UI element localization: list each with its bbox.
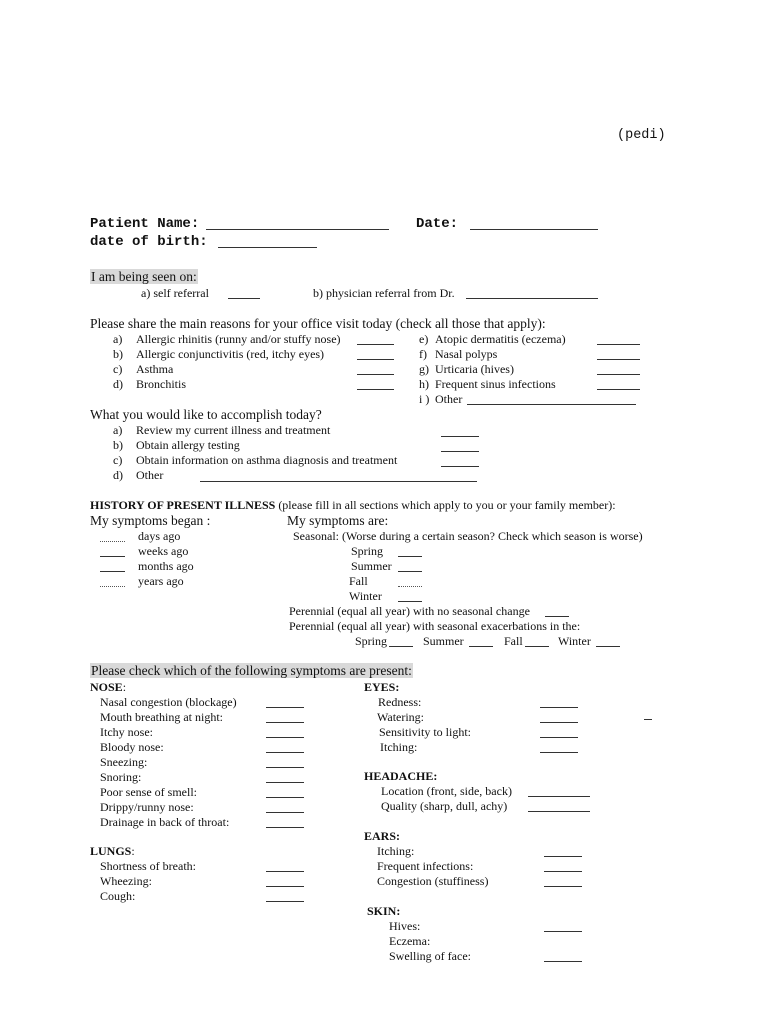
reason-checkbox-blank[interactable] (357, 374, 394, 375)
date-field[interactable] (470, 229, 598, 230)
season-checkbox-blank[interactable] (398, 556, 422, 557)
accomplish-letter: c) (113, 453, 123, 467)
eyes-symptom-label: Sensitivity to light: (379, 725, 472, 739)
symptoms-began-blank[interactable] (100, 571, 125, 572)
stray-mark (644, 719, 652, 720)
ears-symptom-blank[interactable] (544, 886, 582, 887)
eyes-symptom-label: Redness: (378, 695, 422, 709)
accomplish-item-label: Review my current illness and treatment (136, 423, 331, 437)
nose-symptom-label: Poor sense of smell: (100, 785, 197, 799)
symptoms-began-blank[interactable] (100, 541, 125, 542)
season-option-label: Fall (349, 574, 368, 588)
skin-symptom-blank[interactable] (544, 961, 582, 962)
nose-symptom-blank[interactable] (266, 737, 304, 738)
symptoms-began-option: months ago (138, 559, 194, 573)
accomplish-letter: a) (113, 423, 123, 437)
lungs-symptom-label: Cough: (100, 889, 136, 903)
reason-other-blank[interactable] (467, 404, 636, 405)
dob-label: date of birth: (90, 234, 208, 250)
reason-letter: e) (419, 332, 429, 346)
reason-item-label: Bronchitis (136, 377, 186, 391)
symptoms-began-option: weeks ago (138, 544, 189, 558)
seen-on-heading: I am being seen on: (91, 269, 197, 284)
season-option-label: Summer (351, 559, 392, 573)
exacerbation-season-label: Spring (355, 634, 388, 648)
accomplish-other-blank[interactable] (200, 481, 477, 482)
season-checkbox-blank[interactable] (398, 586, 422, 587)
accomplish-heading: What you would like to accomplish today? (90, 407, 322, 422)
ears-symptom-label: Congestion (stuffiness) (377, 874, 489, 888)
skin-symptom-blank[interactable] (544, 931, 582, 932)
reason-item-label: Asthma (136, 362, 174, 376)
reasons-heading: Please share the main reasons for your office visit today (check all those that apply): (90, 316, 546, 331)
reason-letter: b) (113, 347, 123, 361)
accomplish-checkbox-blank[interactable] (441, 466, 479, 467)
reason-letter: f) (419, 347, 427, 361)
symptoms-began-label: My symptoms began : (90, 513, 211, 528)
symptoms-began-blank[interactable] (100, 586, 125, 587)
reason-item-label: Atopic dermatitis (eczema) (435, 332, 566, 346)
reason-letter: g) (419, 362, 429, 376)
symptoms-heading: Please check which of the following symptoms are present: (91, 663, 412, 678)
season-option-label: Spring (351, 544, 384, 558)
symptoms-began-blank[interactable] (100, 556, 125, 557)
reason-checkbox-blank[interactable] (357, 389, 394, 390)
reason-letter: i ) (419, 392, 430, 406)
exacerbation-season-blank[interactable] (525, 646, 549, 647)
patient-name-label: Patient Name: (90, 216, 200, 232)
eyes-symptom-blank[interactable] (540, 752, 578, 753)
nose-symptom-blank[interactable] (266, 782, 304, 783)
self-referral-label: a) self referral (141, 286, 209, 300)
ears-symptom-blank[interactable] (544, 871, 582, 872)
form-variant-label: (pedi) (617, 128, 666, 143)
exacerbation-season-blank[interactable] (596, 646, 620, 647)
nose-symptom-blank[interactable] (266, 767, 304, 768)
eyes-symptom-label: Watering: (377, 710, 425, 724)
reason-checkbox-blank[interactable] (597, 344, 640, 345)
perennial-no-change: Perennial (equal all year) with no seasonal change (289, 604, 530, 618)
reason-checkbox-blank[interactable] (357, 344, 394, 345)
lungs-symptom-label: Wheezing: (100, 874, 152, 888)
exacerbation-season-label: Summer (423, 634, 464, 648)
reason-checkbox-blank[interactable] (357, 359, 394, 360)
skin-section-label: SKIN: (367, 904, 401, 918)
reason-item-label: Other (435, 392, 463, 406)
reason-item-label: Nasal polyps (435, 347, 498, 361)
skin-symptom-label: Swelling of face: (389, 949, 471, 963)
dob-field[interactable] (218, 247, 317, 248)
season-checkbox-blank[interactable] (398, 601, 422, 602)
eyes-section-label: EYES: (364, 680, 400, 694)
nose-symptom-label: Snoring: (100, 770, 142, 784)
nose-symptom-blank[interactable] (266, 827, 304, 828)
reason-letter: d) (113, 377, 123, 391)
ears-section-label: EARS: (364, 829, 401, 843)
lungs-symptom-label: Shortness of breath: (100, 859, 196, 873)
reason-item-label: Allergic conjunctivitis (red, itchy eyes) (136, 347, 325, 361)
reason-item-label: Urticaria (hives) (435, 362, 514, 376)
date-label: Date: (416, 216, 459, 232)
ears-symptom-blank[interactable] (544, 856, 582, 857)
nose-symptom-label: Drainage in back of throat: (100, 815, 230, 829)
accomplish-letter: d) (113, 468, 123, 482)
nose-symptom-blank[interactable] (266, 707, 304, 708)
symptoms-began-option: years ago (138, 574, 184, 588)
nose-symptom-blank[interactable] (266, 797, 304, 798)
exacerbation-season-blank[interactable] (469, 646, 493, 647)
eyes-symptom-label: Itching: (380, 740, 418, 754)
perennial-no-change-blank[interactable] (545, 616, 569, 617)
reason-letter: a) (113, 332, 123, 346)
nose-symptom-label: Nasal congestion (blockage) (100, 695, 237, 709)
accomplish-item-label: Other (136, 468, 164, 482)
headache-symptom-label: Location (front, side, back) (381, 784, 512, 798)
nose-symptom-blank[interactable] (266, 752, 304, 753)
lungs-section-label: LUNGS: (90, 844, 135, 858)
self-referral-blank[interactable] (228, 298, 260, 299)
reason-letter: c) (113, 362, 123, 376)
physician-referral-label: b) physician referral from Dr. (313, 286, 455, 300)
accomplish-item-label: Obtain allergy testing (136, 438, 240, 452)
nose-symptom-blank[interactable] (266, 722, 304, 723)
accomplish-checkbox-blank[interactable] (441, 451, 479, 452)
patient-name-field[interactable] (206, 229, 389, 230)
eyes-symptom-blank[interactable] (540, 722, 578, 723)
headache-symptom-blank[interactable] (528, 796, 590, 797)
perennial-exacerbation: Perennial (equal all year) with seasonal exacerbations in the: (289, 619, 581, 633)
accomplish-item-label: Obtain information on asthma diagnosis and treatment (136, 453, 398, 467)
history-heading: HISTORY OF PRESENT ILLNESS (please fill in all sections which apply to you or your family member): (90, 498, 616, 512)
nose-section-label: NOSE: (90, 680, 127, 694)
exacerbation-season-label: Fall (504, 634, 523, 648)
headache-section-label: HEADACHE: (364, 769, 438, 783)
symptoms-are-label: My symptoms are: (287, 513, 389, 528)
exacerbation-season-label: Winter (558, 634, 591, 648)
lungs-symptom-blank[interactable] (266, 901, 304, 902)
nose-symptom-label: Sneezing: (100, 755, 148, 769)
accomplish-checkbox-blank[interactable] (441, 436, 479, 437)
nose-symptom-label: Drippy/runny nose: (100, 800, 194, 814)
nose-symptom-label: Bloody nose: (100, 740, 164, 754)
symptoms-began-option: days ago (138, 529, 181, 543)
lungs-symptom-blank[interactable] (266, 886, 304, 887)
season-option-label: Winter (349, 589, 382, 603)
reason-checkbox-blank[interactable] (597, 359, 640, 360)
skin-symptom-label: Hives: (389, 919, 421, 933)
accomplish-letter: b) (113, 438, 123, 452)
headache-symptom-label: Quality (sharp, dull, achy) (381, 799, 508, 813)
exacerbation-season-blank[interactable] (389, 646, 413, 647)
headache-symptom-blank[interactable] (528, 811, 590, 812)
reason-item-label: Allergic rhinitis (runny and/or stuffy nose) (136, 332, 341, 346)
physician-referral-blank[interactable] (466, 298, 598, 299)
lungs-symptom-blank[interactable] (266, 871, 304, 872)
reason-checkbox-blank[interactable] (597, 389, 640, 390)
nose-symptom-label: Itchy nose: (100, 725, 153, 739)
eyes-symptom-blank[interactable] (540, 737, 578, 738)
nose-symptom-blank[interactable] (266, 812, 304, 813)
nose-symptom-label: Mouth breathing at night: (100, 710, 223, 724)
ears-symptom-label: Frequent infections: (377, 859, 474, 873)
season-checkbox-blank[interactable] (398, 571, 422, 572)
ears-symptom-label: Itching: (377, 844, 415, 858)
skin-symptom-label: Eczema: (389, 934, 431, 948)
reason-checkbox-blank[interactable] (597, 374, 640, 375)
seasonal-label: Seasonal: (Worse during a certain season? Check which season is worse) (293, 529, 643, 543)
eyes-symptom-blank[interactable] (540, 707, 578, 708)
reason-item-label: Frequent sinus infections (435, 377, 556, 391)
reason-letter: h) (419, 377, 429, 391)
